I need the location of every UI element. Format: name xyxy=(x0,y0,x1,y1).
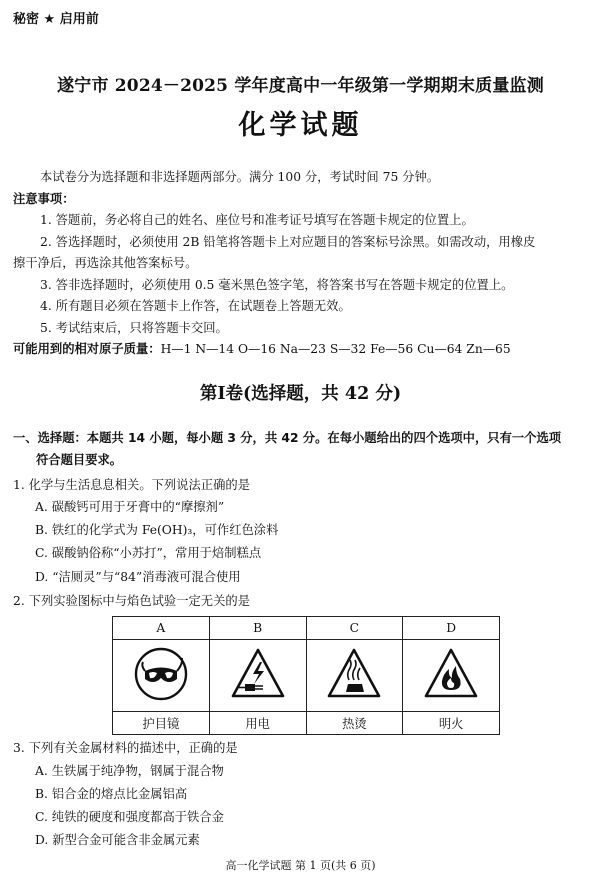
atomic-masses-values: H—1 N—14 O—16 Na—23 S—32 Fe—56 Cu—64 Zn—65 xyxy=(160,342,511,356)
part-one-instructions-continued: 符合题目要求。 xyxy=(36,453,123,467)
option-b: B. 铁红的化学式为 Fe(OH)₃，可作红色涂料 xyxy=(35,523,279,537)
option-d: D. 新型合金可能含非金属元素 xyxy=(35,833,200,847)
lab-icon-table xyxy=(112,616,500,735)
option-a: A. 生铁属于纯净物，钢属于混合物 xyxy=(35,764,224,778)
table-label-electricity: 用电 xyxy=(209,712,306,735)
question-stem: 2. 下列实验图标中与焰色试验一定无关的是 xyxy=(13,594,250,608)
question-stem: 1. 化学与生活息息相关。下列说法正确的是 xyxy=(13,478,250,492)
atomic-masses-label: 可能用到的相对原子质量： xyxy=(13,342,161,356)
option-c: C. 碳酸钠俗称“小苏打”，常用于焙制糕点 xyxy=(35,546,262,560)
section-title: 第Ⅰ卷(选择题，共 42 分) xyxy=(199,384,402,404)
open-flame-icon xyxy=(423,646,479,702)
question-stem: 3. 下列有关金属材料的描述中，正确的是 xyxy=(13,741,238,755)
notice-item: 5. 考试结束后，只将答题卡交回。 xyxy=(40,321,228,335)
page-footer: 高一化学试题 第 1 页(共 6 页) xyxy=(225,859,376,872)
intro-text: 本试卷分为选择题和非选择题两部分。满分 100 分，考试时间 75 分钟。 xyxy=(40,170,440,184)
goggles-icon xyxy=(133,646,189,702)
notice-heading: 注意事项： xyxy=(13,192,75,206)
table-header-a: A xyxy=(113,617,210,640)
table-cell-icon xyxy=(403,640,500,712)
table-header-d: D xyxy=(403,617,500,640)
notice-item: 3. 答非选择题时，必须使用 0.5 毫米黑色签字笔，将答案书写在答题卡规定的位置上。 xyxy=(40,278,514,292)
secret-label: 秘密 ★ 启用前 xyxy=(13,12,99,27)
notice-item-continued: 擦干净后，再选涂其他答案标号。 xyxy=(13,256,198,270)
table-header-c: C xyxy=(306,617,403,640)
table-cell-icon xyxy=(209,640,306,712)
hot-surface-icon xyxy=(326,646,382,702)
option-d: D. “洁厕灵”与“84”消毒液可混合使用 xyxy=(35,570,241,584)
electricity-icon xyxy=(230,646,286,702)
option-b: B. 铝合金的熔点比金属铝高 xyxy=(35,787,188,801)
table-header-b: B xyxy=(209,617,306,640)
table-label-goggles: 护目镜 xyxy=(113,712,210,735)
notice-item: 4. 所有题目必须在答题卡上作答，在试题卷上答题无效。 xyxy=(40,299,351,313)
atomic-masses xyxy=(13,339,511,357)
exam-title: 遂宁市 2024－2025 学年度高中一年级第一学期期末质量监测 xyxy=(57,76,544,96)
option-a: A. 碳酸钙可用于牙膏中的“摩擦剂” xyxy=(35,500,225,514)
subject-title: 化学试题 xyxy=(238,110,363,141)
notice-item: 2. 答选择题时，必须使用 2B 铅笔将答题卡上对应题目的答案标号涂黑。如需改动，用橡皮 xyxy=(40,235,536,249)
part-one-instructions: 一、选择题：本题共 14 小题，每小题 3 分，共 42 分。在每小题给出的四个选项中，只有一个选项 xyxy=(13,431,562,445)
notice-item: 1. 答题前，务必将自己的姓名、座位号和准考证号填写在答题卡规定的位置上。 xyxy=(40,213,474,227)
table-label-flame: 明火 xyxy=(403,712,500,735)
table-cell-icon xyxy=(306,640,403,712)
table-label-hot: 热烫 xyxy=(306,712,403,735)
option-c: C. 纯铁的硬度和强度都高于铁合金 xyxy=(35,810,224,824)
table-cell-icon xyxy=(113,640,210,712)
